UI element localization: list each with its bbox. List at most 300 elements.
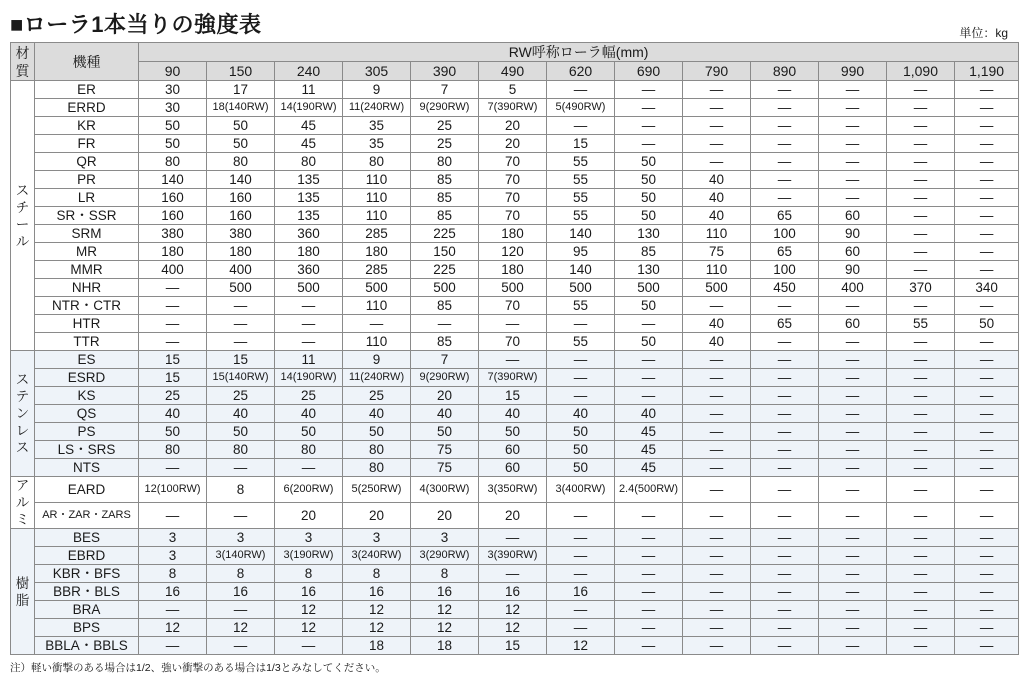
value-cell: — (955, 261, 1019, 279)
value-cell: 75 (411, 441, 479, 459)
value-cell: 45 (615, 459, 683, 477)
value-cell: — (547, 503, 615, 529)
value-cell: 50 (479, 423, 547, 441)
value-cell: 160 (139, 207, 207, 225)
value-cell: 20 (411, 387, 479, 405)
value-cell: — (955, 99, 1019, 117)
value-cell: 18 (411, 637, 479, 655)
value-cell: 3(240RW) (343, 547, 411, 565)
value-cell: — (751, 189, 819, 207)
value-cell: — (819, 99, 887, 117)
table-row (11, 547, 1019, 565)
value-cell: — (887, 547, 955, 565)
value-cell: 85 (411, 189, 479, 207)
table-row (11, 81, 1019, 99)
value-cell: 285 (343, 225, 411, 243)
value-cell: — (615, 619, 683, 637)
value-cell: 12 (275, 601, 343, 619)
value-cell: 85 (411, 297, 479, 315)
value-cell: 285 (343, 261, 411, 279)
model-cell: NHR (35, 279, 139, 297)
value-cell: — (751, 333, 819, 351)
value-cell: 65 (751, 315, 819, 333)
value-cell: — (547, 369, 615, 387)
width-header: 990 (819, 62, 887, 81)
value-cell: 35 (343, 135, 411, 153)
value-cell: 40 (343, 405, 411, 423)
value-cell: 85 (411, 333, 479, 351)
model-cell: LR (35, 189, 139, 207)
table-row (11, 601, 1019, 619)
width-header: 305 (343, 62, 411, 81)
table-row (11, 315, 1019, 333)
model-cell: ERRD (35, 99, 139, 117)
value-cell: 40 (411, 405, 479, 423)
value-cell: — (887, 405, 955, 423)
value-cell: 75 (683, 243, 751, 261)
value-cell: 15 (547, 135, 615, 153)
value-cell: — (139, 637, 207, 655)
value-cell: — (547, 117, 615, 135)
value-cell: — (751, 503, 819, 529)
value-cell: — (887, 601, 955, 619)
value-cell: 40 (275, 405, 343, 423)
model-cell: HTR (35, 315, 139, 333)
value-cell: 16 (207, 583, 275, 601)
value-cell: 3(390RW) (479, 547, 547, 565)
value-cell: — (479, 529, 547, 547)
value-cell: 30 (139, 81, 207, 99)
value-cell: 50 (547, 459, 615, 477)
model-cell: NTR・CTR (35, 297, 139, 315)
table-row (11, 261, 1019, 279)
value-cell: 20 (479, 117, 547, 135)
value-cell: 360 (275, 225, 343, 243)
value-cell: 500 (547, 279, 615, 297)
value-cell: 5(490RW) (547, 99, 615, 117)
value-cell: — (819, 423, 887, 441)
value-cell: 65 (751, 207, 819, 225)
value-cell: — (615, 387, 683, 405)
value-cell: — (479, 565, 547, 583)
value-cell: — (955, 351, 1019, 369)
value-cell: 130 (615, 225, 683, 243)
value-cell: 80 (343, 441, 411, 459)
table-row (11, 99, 1019, 117)
value-cell: 50 (343, 423, 411, 441)
value-cell: 70 (479, 207, 547, 225)
value-cell: 400 (207, 261, 275, 279)
value-cell: 60 (479, 459, 547, 477)
value-cell: — (615, 117, 683, 135)
width-header: 1,190 (955, 62, 1019, 81)
value-cell: — (751, 565, 819, 583)
value-cell: 8 (207, 477, 275, 503)
value-cell: 55 (547, 207, 615, 225)
value-cell: 3 (139, 529, 207, 547)
value-cell: — (615, 601, 683, 619)
value-cell: 60 (819, 315, 887, 333)
width-header: 150 (207, 62, 275, 81)
value-cell: 50 (615, 333, 683, 351)
table-row (11, 405, 1019, 423)
value-cell: 9 (343, 81, 411, 99)
value-cell: — (887, 135, 955, 153)
value-cell: — (751, 351, 819, 369)
value-cell: 40 (479, 405, 547, 423)
value-cell: 12 (479, 601, 547, 619)
value-cell: 70 (479, 153, 547, 171)
width-group-header: RW呼称ローラ幅(mm) (139, 43, 1019, 62)
value-cell: — (751, 99, 819, 117)
value-cell: 11 (275, 351, 343, 369)
width-header: 790 (683, 62, 751, 81)
value-cell: 15 (479, 387, 547, 405)
value-cell: — (615, 565, 683, 583)
value-cell: — (955, 619, 1019, 637)
table-row (11, 189, 1019, 207)
value-cell: — (207, 333, 275, 351)
value-cell: 135 (275, 189, 343, 207)
model-cell: ES (35, 351, 139, 369)
value-cell: — (683, 619, 751, 637)
value-cell: 11(240RW) (343, 99, 411, 117)
table-row (11, 225, 1019, 243)
value-cell: — (615, 583, 683, 601)
value-cell: — (547, 81, 615, 99)
value-cell: — (275, 297, 343, 315)
value-cell: 110 (343, 333, 411, 351)
value-cell: — (683, 81, 751, 99)
value-cell: 160 (139, 189, 207, 207)
table-row (11, 529, 1019, 547)
value-cell: — (751, 441, 819, 459)
value-cell: — (275, 637, 343, 655)
value-cell: — (139, 333, 207, 351)
value-cell: 15 (207, 351, 275, 369)
value-cell: — (683, 423, 751, 441)
value-cell: — (683, 547, 751, 565)
width-header: 890 (751, 62, 819, 81)
value-cell: — (887, 171, 955, 189)
table-row (11, 583, 1019, 601)
value-cell: 500 (615, 279, 683, 297)
value-cell: 8 (275, 565, 343, 583)
value-cell: — (207, 503, 275, 529)
value-cell: — (955, 547, 1019, 565)
value-cell: 180 (343, 243, 411, 261)
value-cell: — (955, 369, 1019, 387)
value-cell: — (751, 477, 819, 503)
value-cell: 80 (207, 153, 275, 171)
width-header: 690 (615, 62, 683, 81)
value-cell: — (751, 81, 819, 99)
value-cell: — (683, 529, 751, 547)
value-cell: — (887, 477, 955, 503)
model-cell: MMR (35, 261, 139, 279)
value-cell: 7 (411, 81, 479, 99)
width-header: 1,090 (887, 62, 955, 81)
value-cell: — (615, 351, 683, 369)
value-cell: — (207, 637, 275, 655)
value-cell: — (819, 565, 887, 583)
value-cell: 9(290RW) (411, 99, 479, 117)
value-cell: 50 (547, 441, 615, 459)
value-cell: — (139, 315, 207, 333)
value-cell: — (819, 189, 887, 207)
value-cell: 60 (819, 243, 887, 261)
value-cell: — (887, 583, 955, 601)
table-row (11, 637, 1019, 655)
value-cell: 80 (139, 153, 207, 171)
value-cell: 8 (207, 565, 275, 583)
value-cell: — (887, 637, 955, 655)
table-row (11, 351, 1019, 369)
value-cell: — (955, 529, 1019, 547)
value-cell: — (819, 369, 887, 387)
value-cell: 85 (615, 243, 683, 261)
value-cell: — (819, 529, 887, 547)
value-cell: 25 (411, 135, 479, 153)
model-cell: TTR (35, 333, 139, 351)
value-cell: 400 (139, 261, 207, 279)
value-cell: 70 (479, 333, 547, 351)
model-header: 機種 (35, 43, 139, 81)
value-cell: 12 (343, 601, 411, 619)
value-cell: — (683, 99, 751, 117)
value-cell: — (955, 117, 1019, 135)
value-cell: 25 (343, 387, 411, 405)
value-cell: 3 (207, 529, 275, 547)
value-cell: — (819, 153, 887, 171)
value-cell: — (547, 315, 615, 333)
page-title: ■ローラ1本当りの強度表 (10, 12, 262, 37)
value-cell: 4(300RW) (411, 477, 479, 503)
value-cell: 110 (683, 225, 751, 243)
value-cell: — (955, 423, 1019, 441)
value-cell: — (955, 387, 1019, 405)
value-cell: 16 (479, 583, 547, 601)
value-cell: — (683, 637, 751, 655)
value-cell: 15 (139, 369, 207, 387)
value-cell: 150 (411, 243, 479, 261)
value-cell: — (615, 135, 683, 153)
value-cell: — (955, 135, 1019, 153)
value-cell: — (683, 503, 751, 529)
value-cell: — (955, 565, 1019, 583)
value-cell: 40 (683, 171, 751, 189)
material-group-label: スチール (11, 81, 35, 351)
value-cell: 17 (207, 81, 275, 99)
value-cell: 110 (343, 171, 411, 189)
value-cell: — (887, 565, 955, 583)
value-cell: 50 (207, 117, 275, 135)
model-cell: QR (35, 153, 139, 171)
model-cell: BES (35, 529, 139, 547)
value-cell: 3 (275, 529, 343, 547)
value-cell: — (955, 459, 1019, 477)
value-cell: 380 (139, 225, 207, 243)
model-cell: FR (35, 135, 139, 153)
value-cell: 35 (343, 117, 411, 135)
value-cell: 380 (207, 225, 275, 243)
value-cell: 135 (275, 207, 343, 225)
value-cell: 55 (547, 171, 615, 189)
value-cell: — (887, 153, 955, 171)
value-cell: 20 (275, 503, 343, 529)
value-cell: — (887, 117, 955, 135)
value-cell: 3(400RW) (547, 477, 615, 503)
width-header: 90 (139, 62, 207, 81)
value-cell: — (955, 81, 1019, 99)
value-cell: 70 (479, 189, 547, 207)
value-cell: — (887, 189, 955, 207)
value-cell: — (819, 135, 887, 153)
value-cell: 3(290RW) (411, 547, 479, 565)
value-cell: — (819, 601, 887, 619)
value-cell: 25 (411, 117, 479, 135)
value-cell: 60 (479, 441, 547, 459)
value-cell: 8 (343, 565, 411, 583)
value-cell: 50 (275, 423, 343, 441)
value-cell: — (275, 315, 343, 333)
value-cell: 120 (479, 243, 547, 261)
value-cell: — (343, 315, 411, 333)
value-cell: — (955, 243, 1019, 261)
value-cell: — (139, 459, 207, 477)
value-cell: 45 (615, 423, 683, 441)
value-cell: 3(140RW) (207, 547, 275, 565)
value-cell: 40 (207, 405, 275, 423)
value-cell: 50 (207, 135, 275, 153)
value-cell: — (275, 333, 343, 351)
value-cell: 8 (411, 565, 479, 583)
value-cell: — (683, 459, 751, 477)
value-cell: — (751, 619, 819, 637)
value-cell: 16 (139, 583, 207, 601)
value-cell: 40 (139, 405, 207, 423)
value-cell: 7 (411, 351, 479, 369)
value-cell: — (887, 387, 955, 405)
table-row (11, 279, 1019, 297)
value-cell: — (547, 387, 615, 405)
value-cell: 85 (411, 207, 479, 225)
value-cell: 12 (411, 619, 479, 637)
value-cell: 80 (275, 441, 343, 459)
value-cell: — (955, 583, 1019, 601)
value-cell: — (615, 99, 683, 117)
value-cell: — (751, 297, 819, 315)
value-cell: 110 (343, 297, 411, 315)
value-cell: 14(190RW) (275, 99, 343, 117)
value-cell: 7(390RW) (479, 369, 547, 387)
value-cell: — (955, 153, 1019, 171)
value-cell: — (887, 369, 955, 387)
value-cell: 40 (683, 189, 751, 207)
value-cell: 85 (411, 171, 479, 189)
value-cell: 55 (887, 315, 955, 333)
value-cell: — (819, 333, 887, 351)
value-cell: — (683, 601, 751, 619)
value-cell: — (955, 297, 1019, 315)
value-cell: — (887, 333, 955, 351)
model-cell: KBR・BFS (35, 565, 139, 583)
value-cell: 50 (139, 135, 207, 153)
table-row (11, 171, 1019, 189)
value-cell: 3(350RW) (479, 477, 547, 503)
value-cell: 2.4(500RW) (615, 477, 683, 503)
model-cell: NTS (35, 459, 139, 477)
value-cell: 450 (751, 279, 819, 297)
model-cell: MR (35, 243, 139, 261)
value-cell: — (955, 503, 1019, 529)
value-cell: — (955, 601, 1019, 619)
value-cell: 40 (615, 405, 683, 423)
width-header: 620 (547, 62, 615, 81)
value-cell: 500 (207, 279, 275, 297)
value-cell: — (683, 351, 751, 369)
value-cell: 140 (139, 171, 207, 189)
value-cell: — (819, 619, 887, 637)
table-row (11, 565, 1019, 583)
material-group-label: アルミ (11, 477, 35, 529)
value-cell: 370 (887, 279, 955, 297)
value-cell: 50 (207, 423, 275, 441)
value-cell: — (819, 297, 887, 315)
width-header: 390 (411, 62, 479, 81)
model-cell: PS (35, 423, 139, 441)
value-cell: — (615, 637, 683, 655)
value-cell: 80 (207, 441, 275, 459)
value-cell: — (887, 225, 955, 243)
model-cell: SRM (35, 225, 139, 243)
value-cell: 20 (411, 503, 479, 529)
value-cell: — (751, 405, 819, 423)
value-cell: — (819, 117, 887, 135)
table-row (11, 333, 1019, 351)
value-cell: — (207, 315, 275, 333)
value-cell: 65 (751, 243, 819, 261)
value-cell: 3(190RW) (275, 547, 343, 565)
value-cell: 180 (479, 261, 547, 279)
value-cell: 9(290RW) (411, 369, 479, 387)
value-cell: 400 (819, 279, 887, 297)
value-cell: — (887, 423, 955, 441)
value-cell: 45 (275, 117, 343, 135)
value-cell: — (955, 189, 1019, 207)
value-cell: — (955, 637, 1019, 655)
value-cell: 9 (343, 351, 411, 369)
table-row (11, 369, 1019, 387)
value-cell: 90 (819, 225, 887, 243)
value-cell: — (683, 387, 751, 405)
value-cell: 90 (819, 261, 887, 279)
value-cell: 55 (547, 333, 615, 351)
value-cell: — (683, 297, 751, 315)
value-cell: 3 (343, 529, 411, 547)
model-cell: AR・ZAR・ZARS (35, 503, 139, 529)
value-cell: — (547, 547, 615, 565)
model-cell: KR (35, 117, 139, 135)
material-group-label: ステンレス (11, 351, 35, 477)
value-cell: 140 (207, 171, 275, 189)
value-cell: 80 (343, 153, 411, 171)
table-row (11, 423, 1019, 441)
value-cell: — (683, 565, 751, 583)
table-row (11, 477, 1019, 503)
value-cell: 25 (275, 387, 343, 405)
table-row (11, 387, 1019, 405)
